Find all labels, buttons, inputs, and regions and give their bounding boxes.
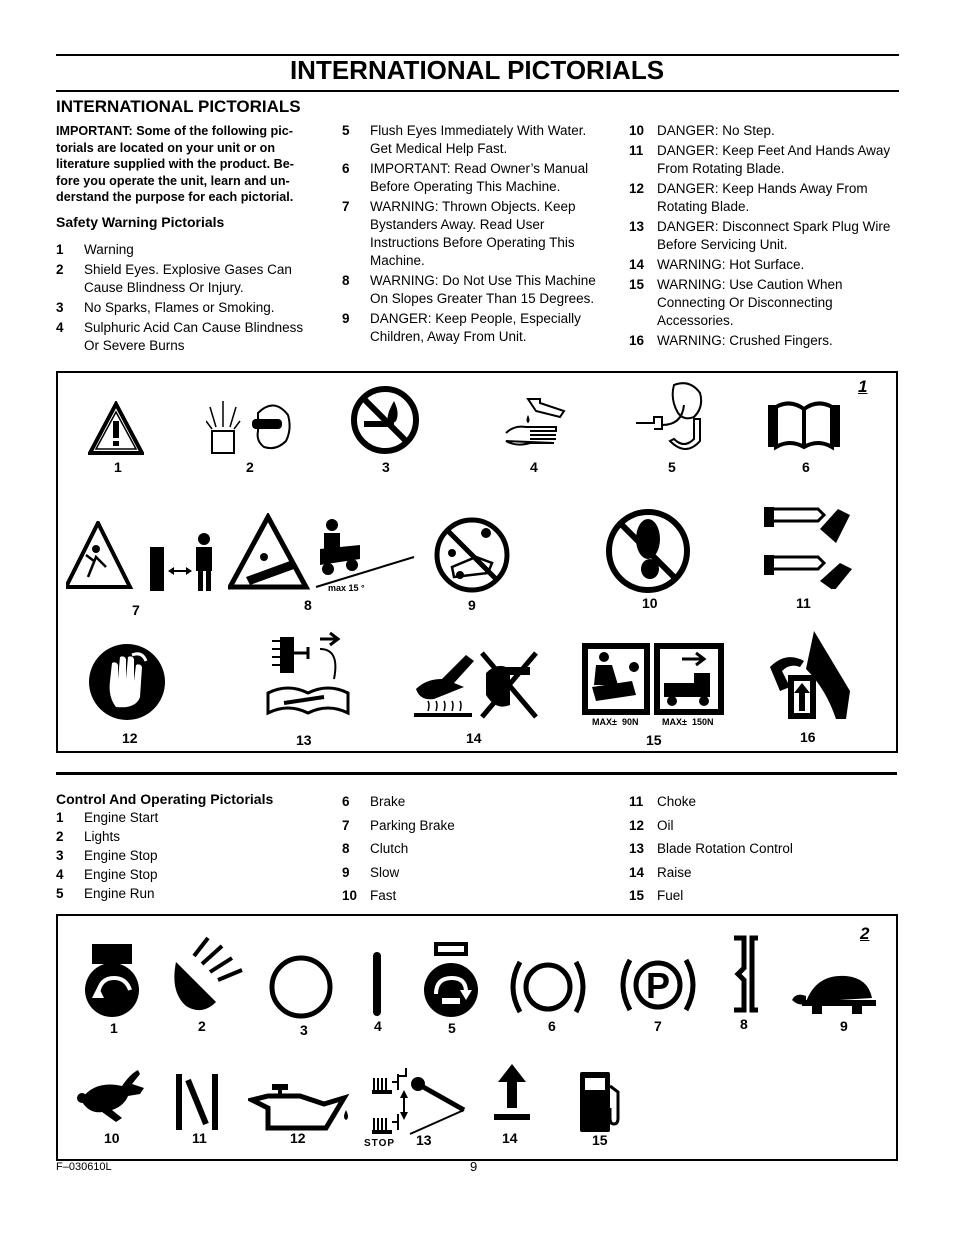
parking-brake-icon: [618, 952, 698, 1018]
slow-turtle-icon: [792, 974, 882, 1016]
rotating-blade-feet-hands-icon: [760, 501, 856, 589]
engine-run-icon: [420, 942, 482, 1022]
list-item: 7 WARNING: Thrown Objects. Keep Bystanders Away. Read User Instructions Before Operating This Machine.: [342, 199, 576, 268]
accessory-force-2: MAX± 150N: [662, 717, 714, 727]
pictorial-label: 5: [448, 1020, 456, 1036]
pictorial-label: 1: [114, 459, 122, 475]
pictorial-label: 6: [548, 1018, 556, 1034]
flush-eyes-icon: [630, 379, 710, 453]
list-item: 9 Slow: [342, 864, 400, 880]
thrown-objects-icon: [66, 521, 216, 593]
pictorial-label: 8: [304, 597, 312, 613]
pictorial-label: 10: [642, 595, 658, 611]
page-number: 9: [470, 1159, 478, 1174]
pictorial-label: 13: [416, 1132, 432, 1148]
slope-label: max 15 °: [328, 583, 365, 593]
pictorial-label: 12: [290, 1130, 306, 1146]
list-item: 15 Fuel: [629, 888, 684, 903]
stop-label: STOP: [364, 1138, 396, 1149]
engine-start-icon: [84, 944, 140, 1022]
pictorial-label: 5: [668, 459, 676, 475]
page-title: INTERNATIONAL PICTORIALS: [289, 55, 665, 85]
list-item: 4 Engine Stop: [56, 867, 158, 882]
list-item: 6 Brake: [342, 794, 406, 809]
pictorial-label: 3: [382, 459, 390, 475]
list-item: 8 WARNING: Do Not Use This Machine On Slopes Greater Than 15 Degrees.: [342, 273, 596, 306]
list-item: 13 DANGER: Disconnect Spark Plug Wire Before Servicing Unit.: [629, 219, 891, 252]
accessory-force-1: MAX± 90N: [592, 717, 639, 727]
list-item: 1 Engine Start: [56, 810, 159, 825]
list-item: 4 Sulphuric Acid Can Cause Blindness Or Severe Burns: [56, 320, 304, 353]
pictorial-label: 16: [800, 729, 816, 745]
clutch-icon: [730, 934, 762, 1014]
safety-list-col3: [629, 122, 891, 352]
list-item: 9 DANGER: Keep People, Especially Children, Away From Unit.: [342, 311, 581, 344]
pictorial-label: 6: [802, 459, 810, 475]
list-item: 12 Oil: [629, 817, 674, 833]
list-item: 8 Clutch: [342, 841, 409, 856]
pictorial-label: 15: [592, 1132, 608, 1148]
list-item: 10 Fast: [342, 888, 397, 903]
pictorial-label: 10: [104, 1130, 120, 1146]
no-flames-icon: [350, 385, 420, 455]
pictorial-label: 2: [198, 1018, 206, 1034]
control-list-col3: [629, 790, 889, 908]
safety-list-col1: [56, 241, 318, 357]
pictorial-label: 13: [296, 732, 312, 748]
blade-rotation-control-icon: [370, 1062, 470, 1142]
list-item: 1 Warning: [56, 242, 134, 257]
fast-rabbit-icon: [76, 1068, 148, 1130]
control-list-col1: [56, 808, 316, 903]
hot-surface-icon: [412, 649, 538, 719]
pictorial-label: 1: [110, 1020, 118, 1036]
list-item: 13 Blade Rotation Control: [629, 841, 793, 856]
crushed-fingers-icon: [766, 627, 856, 721]
no-step-icon: [604, 507, 692, 595]
section-divider: [56, 772, 897, 775]
list-item: 3 Engine Stop: [56, 848, 158, 863]
disconnect-spark-plug-icon: [264, 629, 358, 721]
engine-stop-bar-icon: [370, 952, 384, 1016]
svg-text:P: P: [645, 965, 671, 1006]
list-item: 3 No Sparks, Flames or Smoking.: [56, 300, 275, 315]
figure-number: 1: [858, 377, 868, 396]
list-item: 7 Parking Brake: [342, 817, 455, 833]
pictorial-label: 14: [466, 730, 482, 746]
pictorial-label: 14: [502, 1130, 518, 1146]
figure-1-safety-pictorials: [56, 371, 898, 753]
pictorial-label: 3: [300, 1022, 308, 1038]
acid-hand-icon: [498, 395, 572, 451]
oil-icon: [248, 1080, 352, 1136]
control-subheading: Control And Operating Pictorials: [56, 791, 274, 807]
raise-icon: [494, 1064, 530, 1122]
accessory-connection-icon: [582, 643, 724, 715]
safety-subheading: Safety Warning Pictorials: [56, 214, 225, 230]
list-item: 16 WARNING: Crushed Fingers.: [629, 333, 833, 348]
pictorial-label: 11: [796, 595, 811, 611]
list-item: 14 Raise: [629, 864, 692, 880]
keep-children-away-icon: [432, 515, 512, 595]
figure-number: 2: [860, 924, 870, 943]
pictorial-label: 2: [246, 459, 254, 475]
safety-list-col2: [342, 122, 610, 348]
pictorial-label: 12: [122, 730, 138, 746]
list-item: 15 WARNING: Use Caution When Connecting Or Disconnecting Accessories.: [629, 277, 843, 328]
engine-stop-icon: [268, 954, 334, 1020]
list-item: 10 DANGER: No Step.: [629, 123, 775, 138]
pictorial-label: 4: [530, 459, 538, 475]
pictorial-label: 11: [192, 1130, 207, 1146]
important-note: IMPORTANT: Some of the following pic- torials are located on your unit or on literature supplied with the product. Be- fore you operate the unit, learn and un- derstand the purpose for each pictorial.: [56, 124, 294, 204]
choke-icon: [172, 1074, 222, 1130]
document-code: F–030610L: [56, 1161, 112, 1173]
pictorial-label: 9: [468, 597, 476, 613]
control-list-col2: [342, 790, 602, 908]
lights-icon: [172, 936, 246, 1014]
title-rule: [56, 90, 899, 92]
rotating-blade-hand-icon: [86, 641, 168, 723]
pictorial-label: 7: [654, 1018, 662, 1034]
pictorial-label: 9: [840, 1018, 848, 1034]
brake-icon: [508, 954, 588, 1020]
list-item: 5 Engine Run: [56, 886, 155, 901]
pictorial-label: 4: [374, 1018, 382, 1034]
pictorial-label: 8: [740, 1016, 748, 1032]
list-item: 5 Flush Eyes Immediately With Water. Get Medical Help Fast.: [342, 123, 587, 156]
shield-eyes-icon: [206, 395, 294, 457]
section-heading: INTERNATIONAL PICTORIALS: [56, 97, 301, 116]
pictorial-label: 15: [646, 732, 662, 748]
fuel-icon: [578, 1072, 626, 1132]
list-item: 11 Choke: [629, 794, 697, 809]
list-item: 2 Lights: [56, 829, 121, 844]
list-item: 6 IMPORTANT: Read Owner’s Manual Before Operating This Machine.: [342, 161, 589, 194]
list-item: 2 Shield Eyes. Explosive Gases Can Cause Blindness Or Injury.: [56, 262, 292, 295]
list-item: 11 DANGER: Keep Feet And Hands Away From Rotating Blade.: [629, 143, 891, 176]
warning-triangle-icon: [88, 401, 144, 457]
list-item: 14 WARNING: Hot Surface.: [629, 257, 805, 272]
read-manual-icon: [764, 397, 844, 453]
figure-2-control-pictorials: [56, 914, 898, 1161]
pictorial-label: 7: [132, 602, 140, 618]
list-item: 12 DANGER: Keep Hands Away From Rotating Blade.: [629, 181, 868, 214]
slope-warning-icon: [228, 513, 418, 595]
